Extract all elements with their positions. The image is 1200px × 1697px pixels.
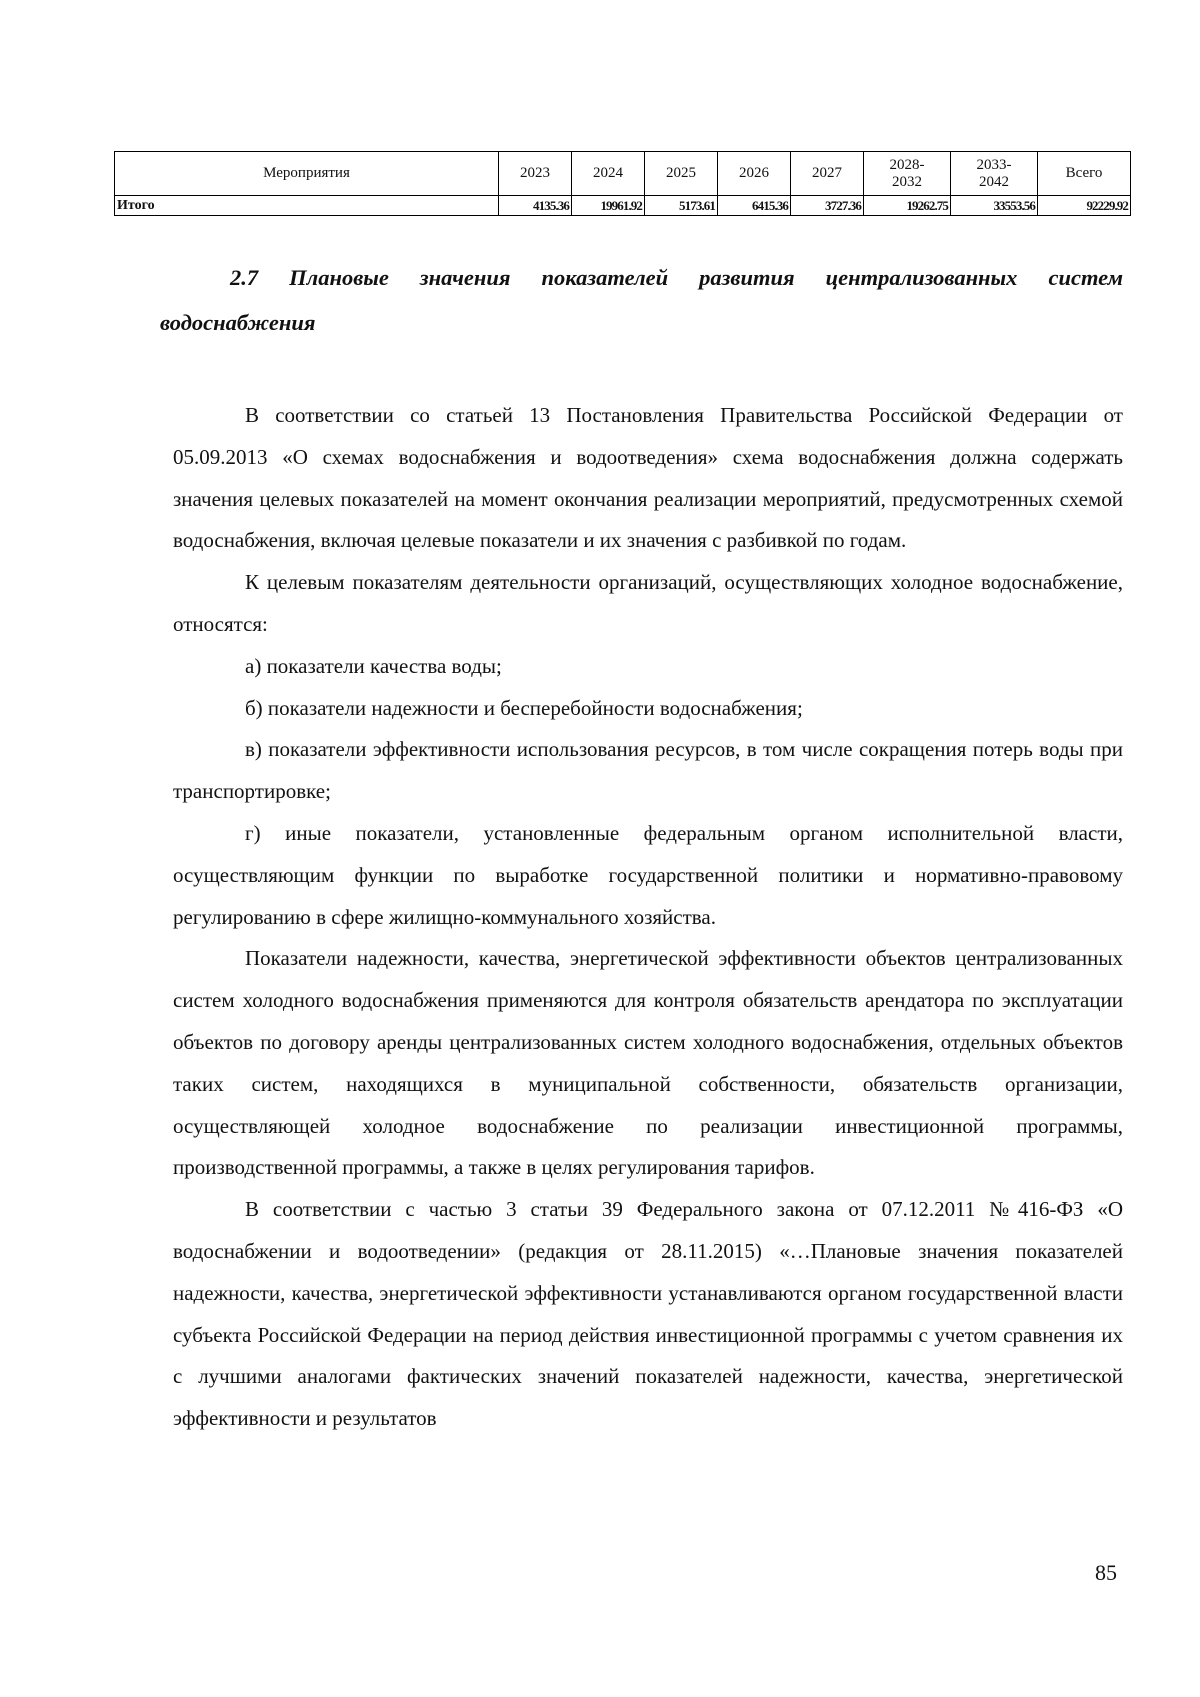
total-2026: 6415.36 (718, 196, 791, 216)
header-2026: 2026 (718, 152, 791, 196)
header-2028-2032-line1: 2028- (889, 156, 925, 173)
page-number: 85 (1095, 1560, 1117, 1585)
total-grand: 92229.92 (1038, 196, 1131, 216)
table-total-row (115, 196, 1131, 216)
header-2033-2042-line2: 2042 (979, 173, 1009, 190)
table-header-row (115, 152, 1131, 196)
paragraph: В соответствии с частью 3 статьи 39 Федерального закона от 07.12.2011 №416-ФЗ «О водоснабжении и водоотведении» (редакция от 28.11.2015) «…Плановые значения показателей надежности, качества, энергетической эффективности устанавливаются органом государственной власти субъекта Российской Федерации на период действия инвестиционной программы с учетом сравнения их с лучшими аналогами фактических значений показателей надежности, качества, энергетической эффективности и результатов (173, 1197, 1123, 1431)
body-text (173, 395, 1123, 1440)
header-2033-2042-line1: 2033- (976, 156, 1012, 173)
total-2023: 4135.36 (499, 196, 572, 216)
total-2025: 5173.61 (645, 196, 718, 216)
list-item: г) иные показатели, установленные федеральным органом исполнительной власти, осуществляющим функции по выработке государственной политики и нормативно-правовому регулированию в сфере жилищно-коммунального хозяйства. (173, 820, 1123, 929)
list-item: в) показатели эффективности использования ресурсов, в том числе сокращения потерь воды при транспортировке; (173, 737, 1123, 804)
header-2028-2032-line2: 2032 (892, 173, 922, 190)
paragraph: Показатели надежности, качества, энергетической эффективности объектов централизованных систем холодного водоснабжения применяются для контроля обязательств арендатора по эксплуатации объектов по договору аренды централизованных систем холодного водоснабжения, отдельных объектов таких систем, находящихся в муниципальной собственности, обязательств организации, осуществляющей холодное водоснабжение по реализации инвестиционной программы, производственной программы, а также в целях регулирования тарифов. (173, 946, 1123, 1180)
list-item: б) показатели надежности и бесперебойности водоснабжения; (245, 695, 803, 720)
section-heading: 2.7 Плановые значения показателей развития централизованных систем водоснабжения (160, 265, 1123, 335)
header-2023: 2023 (499, 152, 572, 196)
header-total: Всего (1038, 152, 1131, 196)
total-2028-2032: 19262.75 (864, 196, 951, 216)
activities-summary-table (114, 151, 1131, 216)
header-activities: Мероприятия (115, 152, 499, 196)
header-2028-2032 (864, 152, 951, 196)
total-label: Итого (115, 196, 499, 216)
total-2027: 3727.36 (791, 196, 864, 216)
list-item: а) показатели качества воды; (245, 653, 502, 678)
header-2025: 2025 (645, 152, 718, 196)
paragraph: В соответствии со статьей 13 Постановления Правительства Российской Федерации от 05.09.2013 «О схемах водоснабжения и водоотведения» схема водоснабжения должна содержать значения целевых показателей на момент окончания реализации мероприятий, предусмотренных схемой водоснабжения, включая целевые показатели и их значения с разбивкой по годам. (173, 403, 1123, 553)
header-2033-2042 (951, 152, 1038, 196)
header-2027: 2027 (791, 152, 864, 196)
total-2033-2042: 33553.56 (951, 196, 1038, 216)
paragraph: К целевым показателям деятельности организаций, осуществляющих холодное водоснабжение, относятся: (173, 570, 1123, 636)
header-2024: 2024 (572, 152, 645, 196)
total-2024: 19961.92 (572, 196, 645, 216)
